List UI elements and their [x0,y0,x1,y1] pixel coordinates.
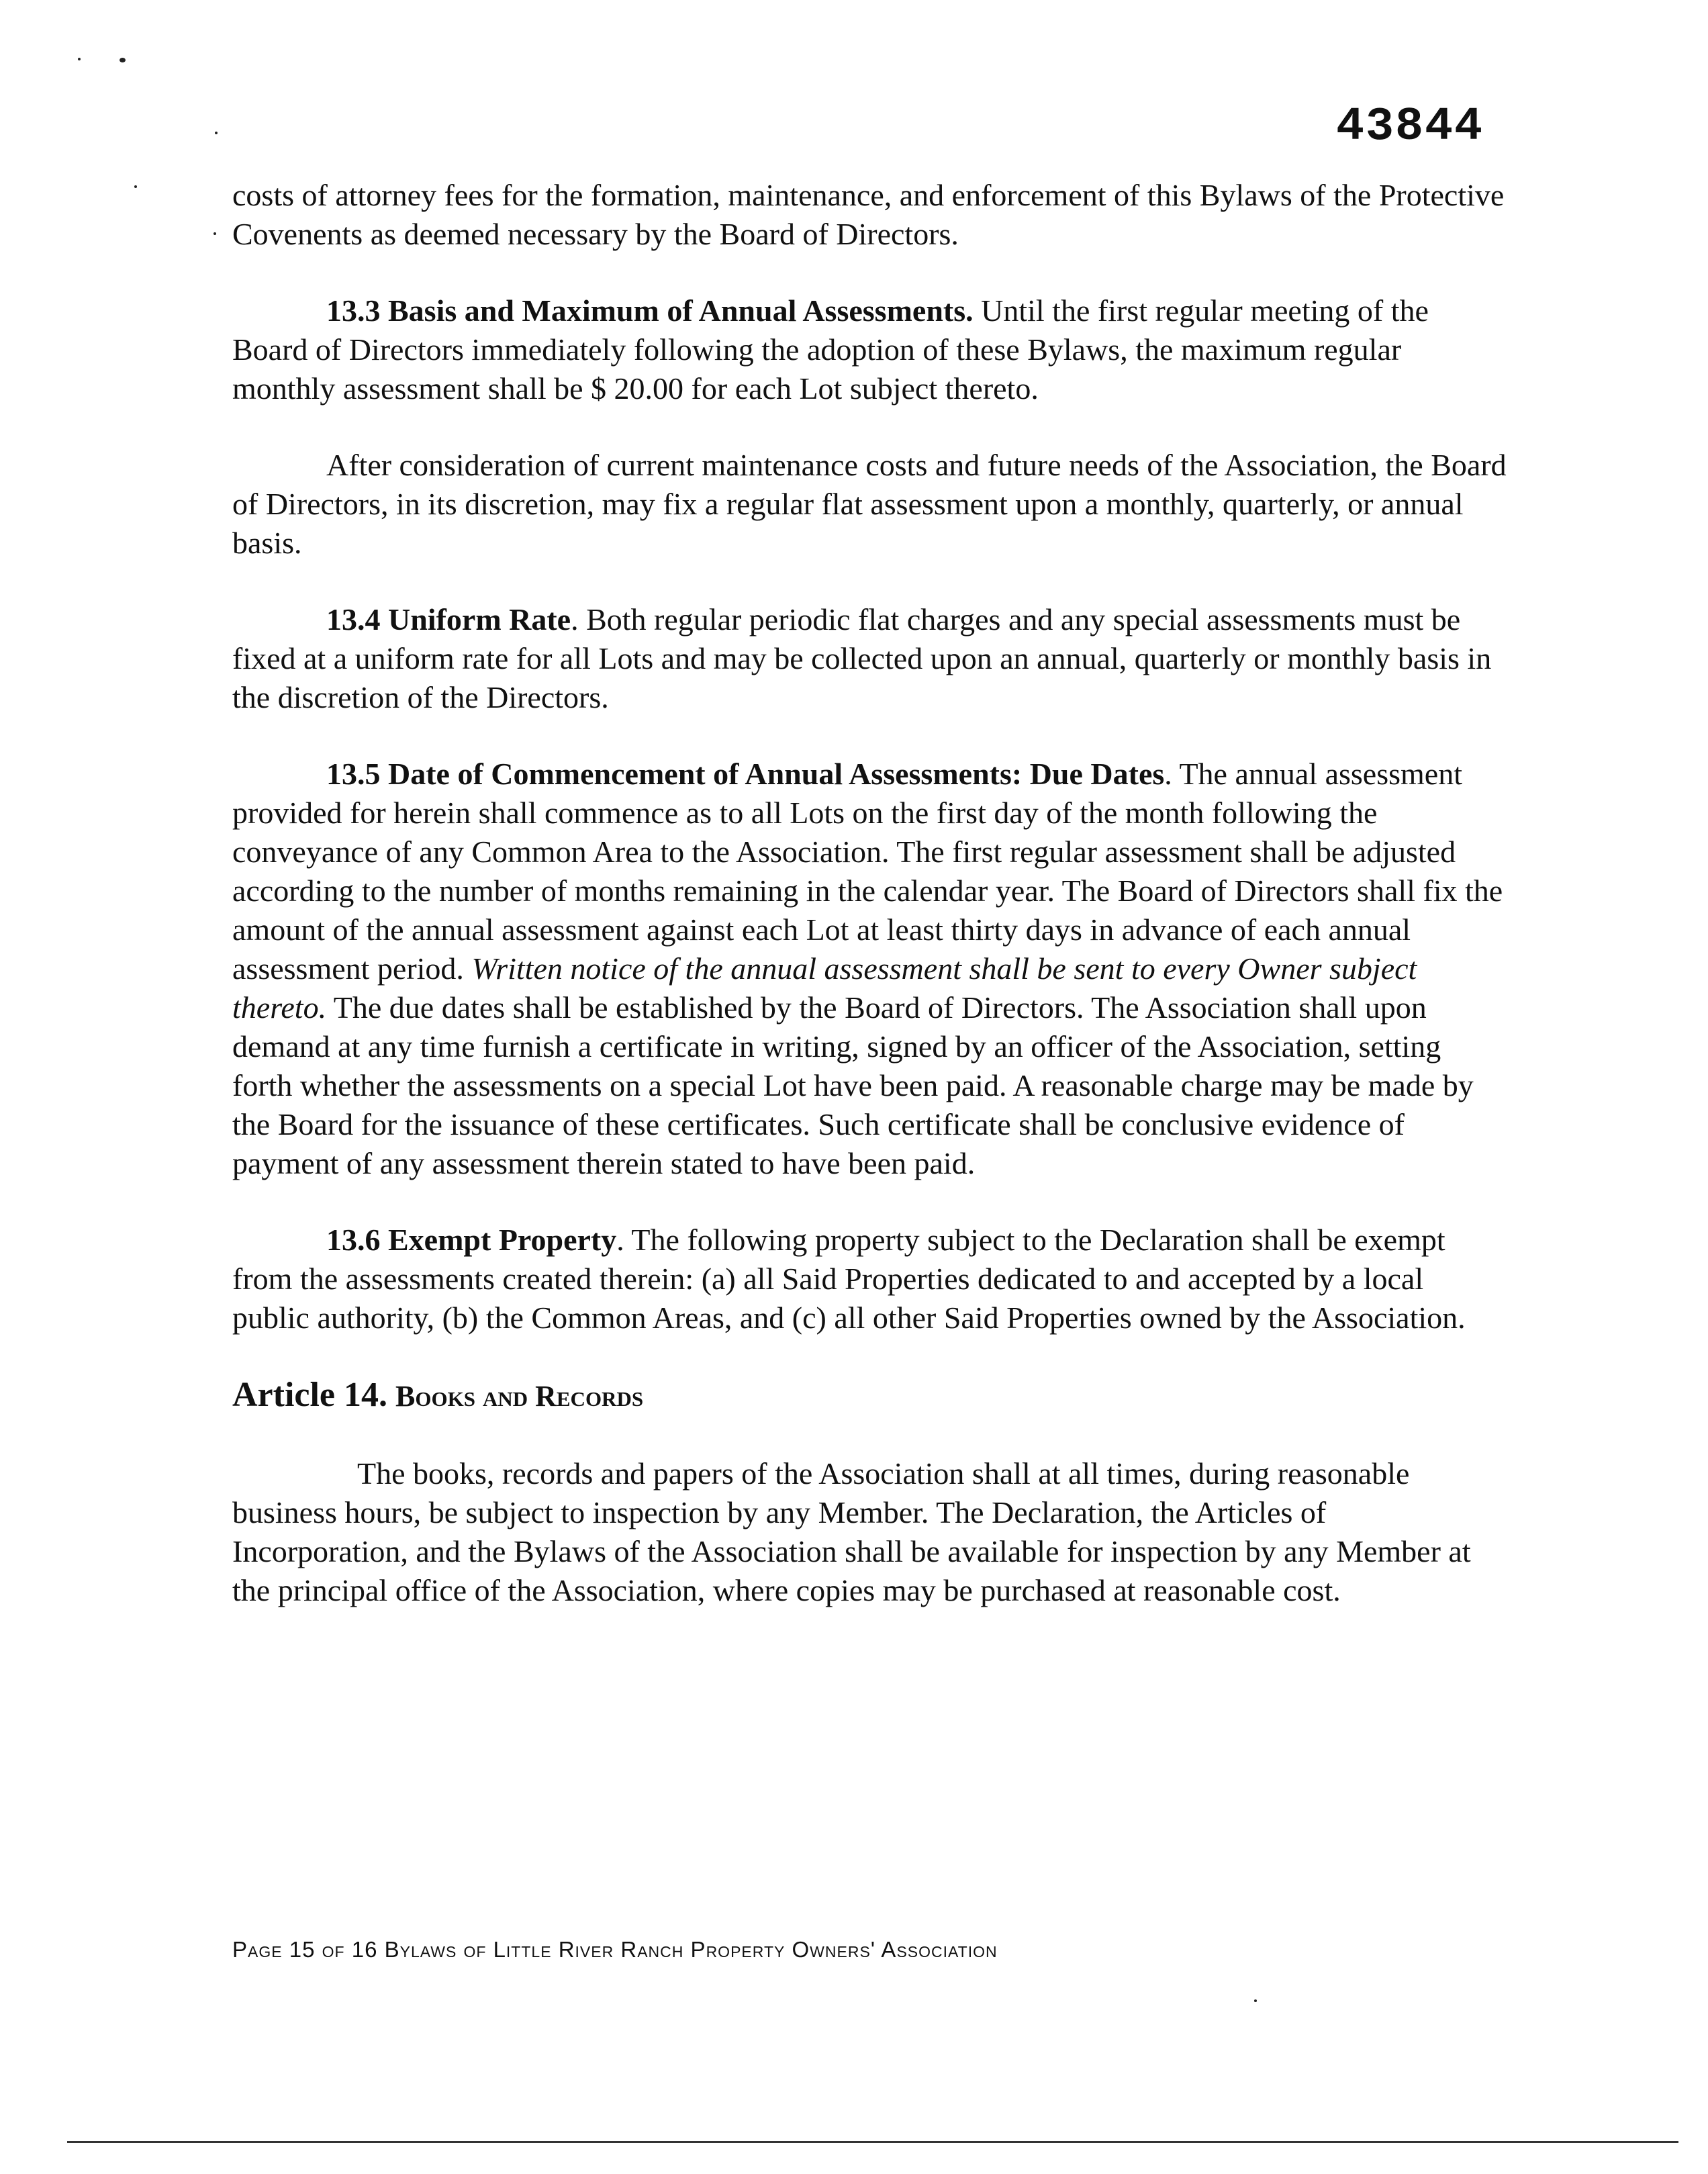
scan-edge-gap [40,2141,67,2143]
document-number: 43844 [1336,101,1484,154]
scan-speck [134,185,137,188]
article-title: Books and Records [395,1380,644,1413]
section-13-3 [232,291,1508,408]
section-13-3-continued: After consideration of current maintenance costs and future needs of the Association, the Board of Directors, in its discretion, may fix a regular flat assessment upon a monthly, quarterly, or annual basis. [232,448,1507,560]
section-title: Date of Commencement of Annual Assessments: Due Dates [388,757,1165,791]
scan-speck [120,58,126,62]
intro-paragraph: costs of attorney fees for the formation, maintenance, and enforcement of this Bylaws of the Protective Covenents as deemed necessary by the Board of Directors. [232,178,1505,251]
scan-speck [78,58,81,60]
article-14-heading [232,1375,1508,1417]
section-number: 13.6 [326,1223,381,1257]
section-title: Exempt Property [388,1223,617,1257]
section-number: 13.4 [326,602,381,636]
section-title: Basis and Maximum of Annual Assessments. [388,293,974,328]
section-13-5 [232,755,1508,1183]
section-13-6 [232,1221,1508,1337]
document-body [232,176,1508,1648]
scan-speck [1254,1999,1257,2002]
article-label: Article 14. [232,1376,388,1414]
scan-edge-line [40,2141,1678,2143]
section-title: Uniform Rate [388,602,571,636]
section-13-4 [232,600,1508,717]
section-text-continued: The due dates shall be established by the Board of Directors. The Association shall upon demand at any time furnish a certificate in writing, signed by an officer of the Association, setting forth whether the assessments on a special Lot have been paid. A reasonable charge may be made by the Board for the issuance of these certificates. Such certificate shall be conclusive evidence of payment of any assessment therein stated to have been paid. [232,990,1474,1180]
page-footer: Page 15 of 16 Bylaws of Little River Ranch Property Owners' Association [232,1937,998,1962]
scan-speck [215,132,218,134]
scan-speck [214,232,216,235]
section-number: 13.3 [326,293,381,328]
article-14-paragraph: The books, records and papers of the Association shall at all times, during reasonable business hours, be subject to inspection by any Member. The Declaration, the Articles of Incorporation, and the Bylaws of the Association shall be available for inspection by any Member at the principal office of the Association, where copies may be purchased at reasonable cost. [232,1456,1471,1607]
section-text: . The annual assessment provided for herein shall commence as to all Lots on the first day of the month following the conveyance of any Common Area to the Association. The first regular assessment shall be adjusted according to the number of months remaining in the calendar year. The Board of Directors shall fix the amount of the annual assessment against each Lot at least thirty days in advance of each annual assessment period. [232,757,1503,986]
section-italic-text: Written notice of the annual assessment shall be sent to every Owner subject thereto. [232,951,1417,1025]
section-text: . The following property subject to the Declaration shall be exempt from the assessments created therein: (a) all Said Properties dedicated to and accepted by a local public authority, (b) the Common Areas, and (c) all other Said Properties owned by the Association. [232,1223,1466,1335]
section-number: 13.5 [326,757,381,791]
section-text: Until the first regular meeting of the Board of Directors immediately following the adoption of these Bylaws, the maximum regular monthly assessment shall be $ 20.00 for each Lot subject thereto. [232,293,1429,406]
section-text: . Both regular periodic flat charges and any special assessments must be fixed at a uniform rate for all Lots and may be collected upon an annual, quarterly or monthly basis in the discretion of the Directors. [232,602,1492,714]
